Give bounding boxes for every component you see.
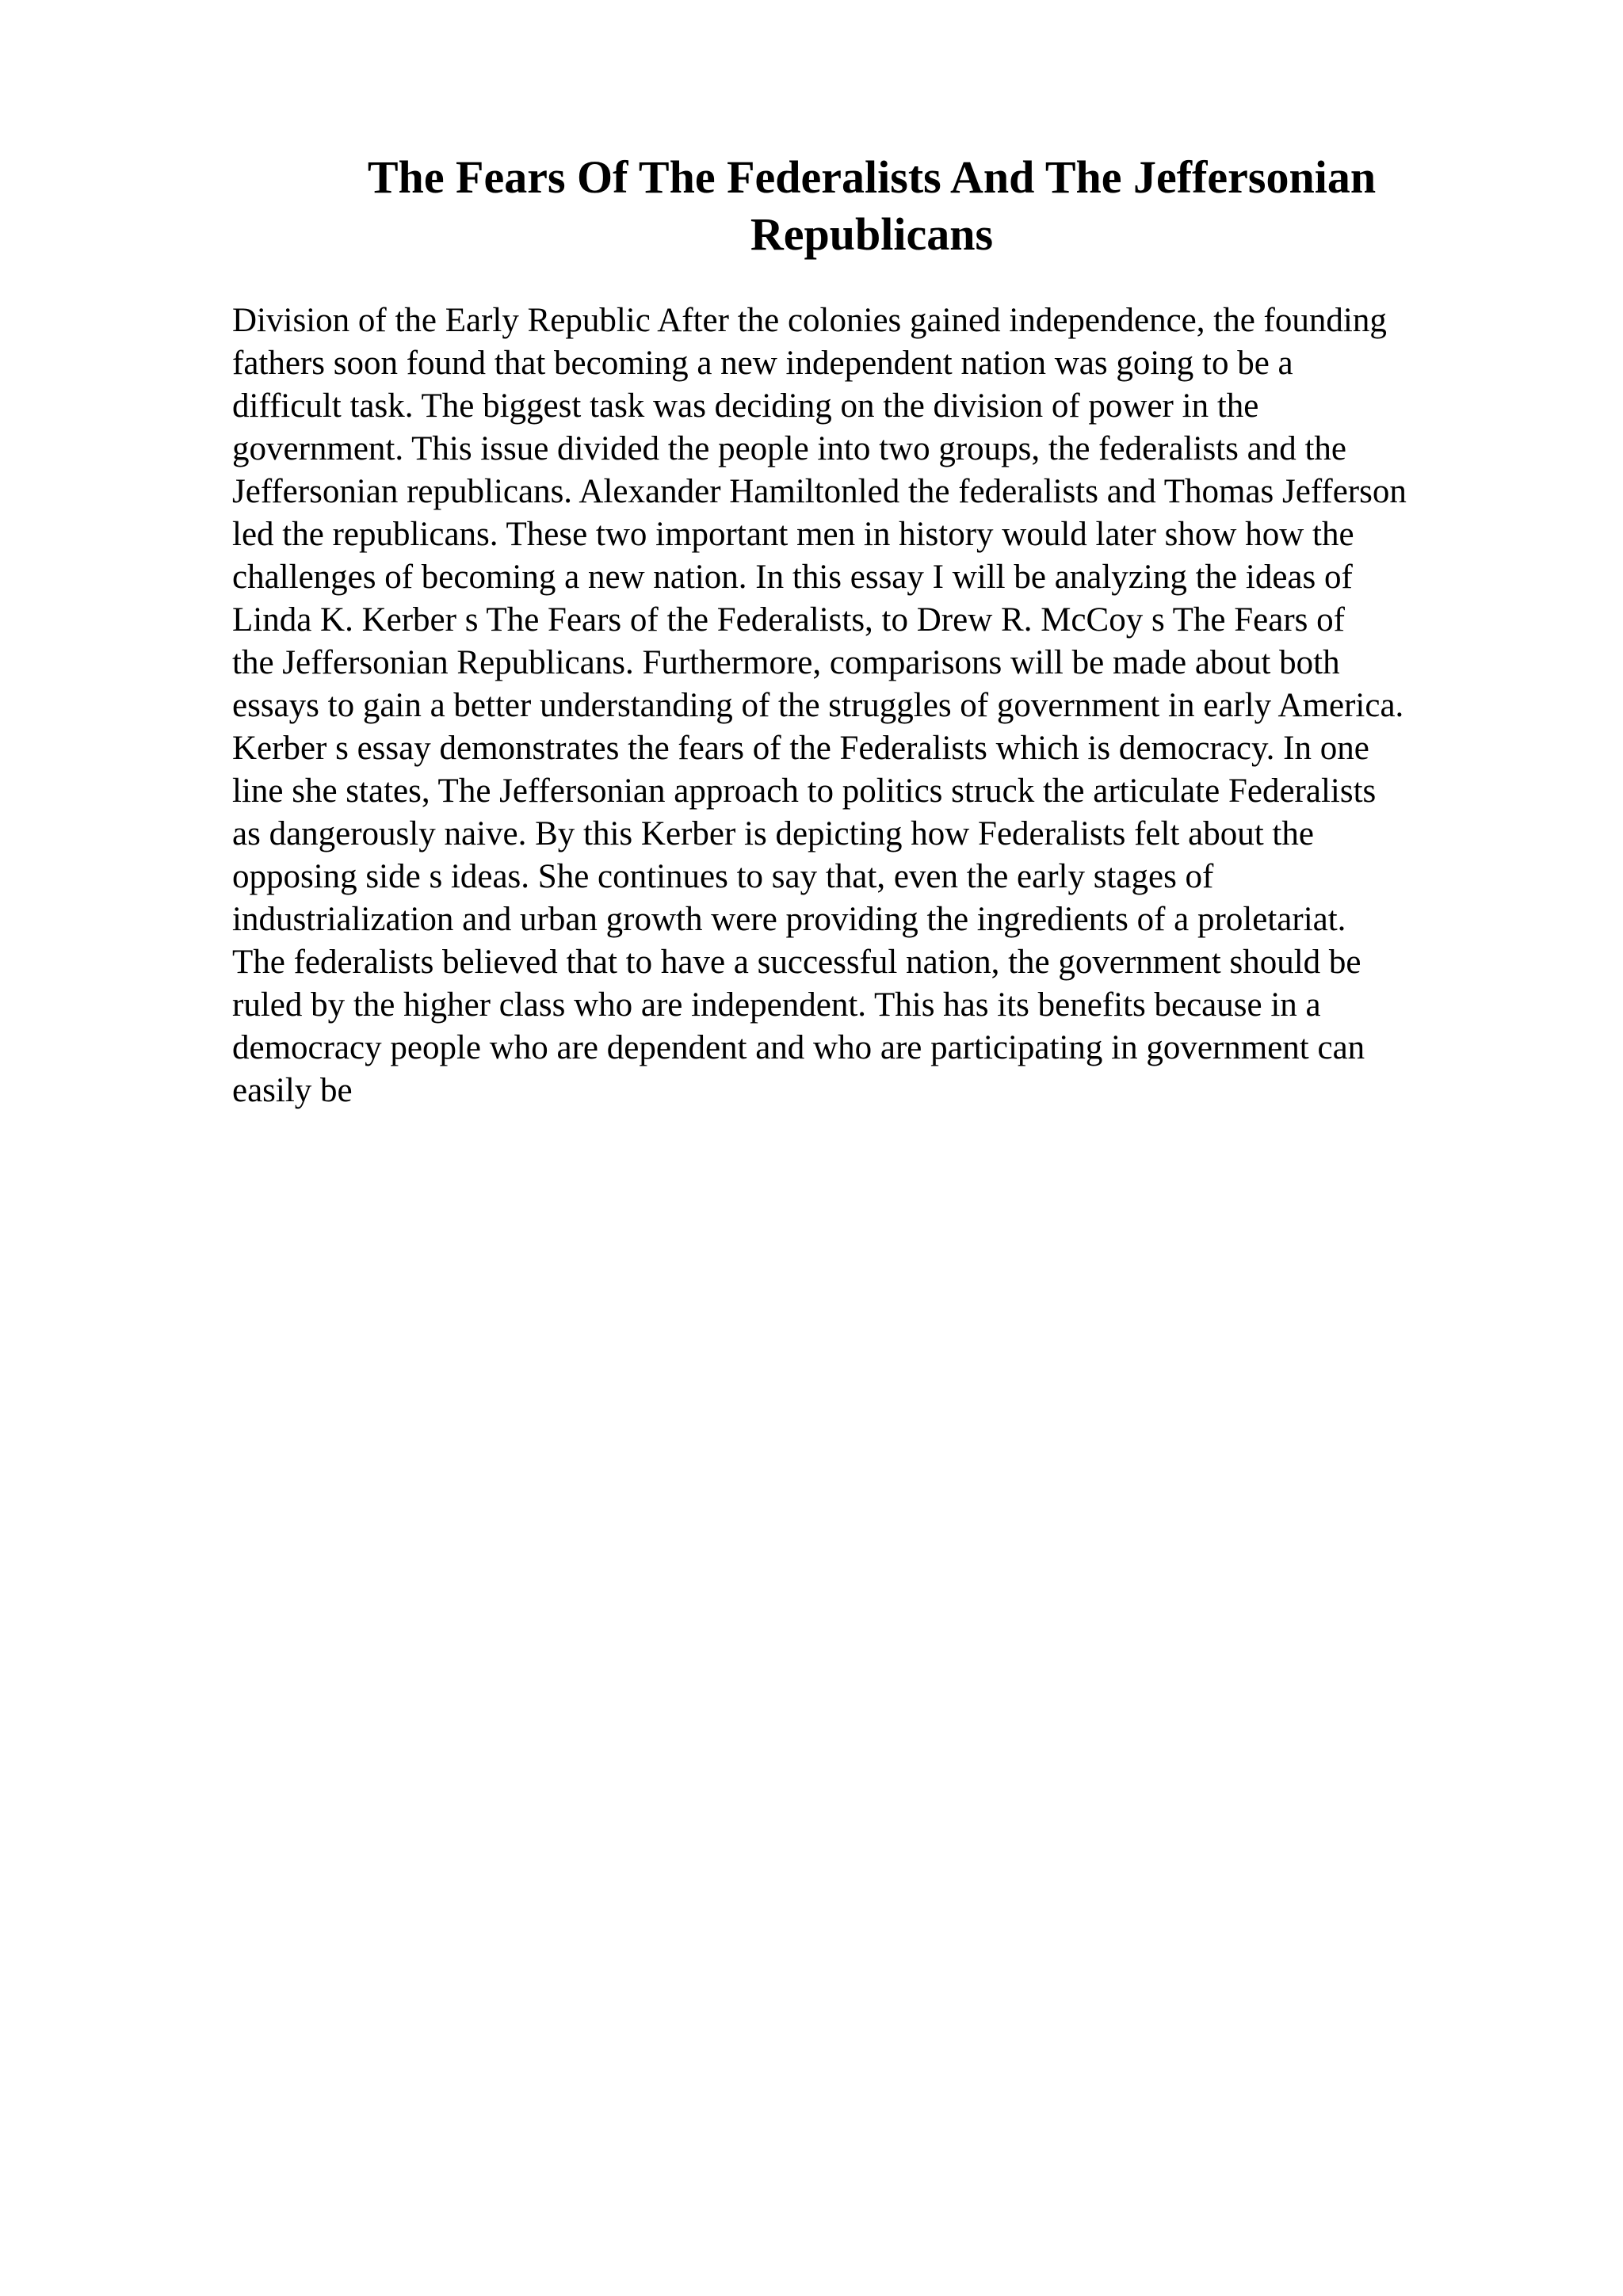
body-line: democracy people who are dependent and who are participating in government can [232, 1029, 1365, 1066]
title-line: The Fears Of The Federalists And The Jeffersonian [367, 151, 1377, 203]
document-body [232, 299, 1548, 1112]
body-line: led the republicans. These two important men in history would later show how the [232, 516, 1354, 553]
body-line: the Jeffersonian Republicans. Furthermore, comparisons will be made about both [232, 644, 1340, 681]
body-line: Kerber s essay demonstrates the fears of the Federalists which is democracy. In one [232, 730, 1369, 767]
document-title [230, 149, 1514, 263]
body-line: industrialization and urban growth were providing the ingredients of a proletariat. [232, 901, 1346, 938]
body-line: essays to gain a better understanding of the struggles of government in early America. [232, 687, 1404, 724]
body-line: Jeffersonian republicans. Alexander Hamiltonled the federalists and Thomas Jefferson [232, 473, 1407, 510]
body-line: ruled by the higher class who are independent. This has its benefits because in a [232, 986, 1321, 1024]
body-line: difficult task. The biggest task was deciding on the division of power in the [232, 387, 1259, 425]
body-line: as dangerously naive. By this Kerber is depicting how Federalists felt about the [232, 815, 1314, 852]
body-line: easily be [232, 1072, 353, 1109]
body-line: The federalists believed that to have a successful nation, the government should be [232, 944, 1361, 981]
body-line: Linda K. Kerber s The Fears of the Federalists, to Drew R. McCoy s The Fears of [232, 601, 1345, 639]
body-line: opposing side s ideas. She continues to say that, even the early stages of [232, 858, 1214, 895]
body-line: line she states, The Jeffersonian approach to politics struck the articulate Federalists [232, 772, 1377, 810]
body-line: challenges of becoming a new nation. In this essay I will be analyzing the ideas of [232, 559, 1353, 596]
title-line: Republicans [750, 208, 994, 260]
body-line: Division of the Early Republic After the colonies gained independence, the founding [232, 302, 1387, 339]
body-line: government. This issue divided the people into two groups, the federalists and the [232, 430, 1346, 467]
body-line: fathers soon found that becoming a new independent nation was going to be a [232, 345, 1293, 382]
